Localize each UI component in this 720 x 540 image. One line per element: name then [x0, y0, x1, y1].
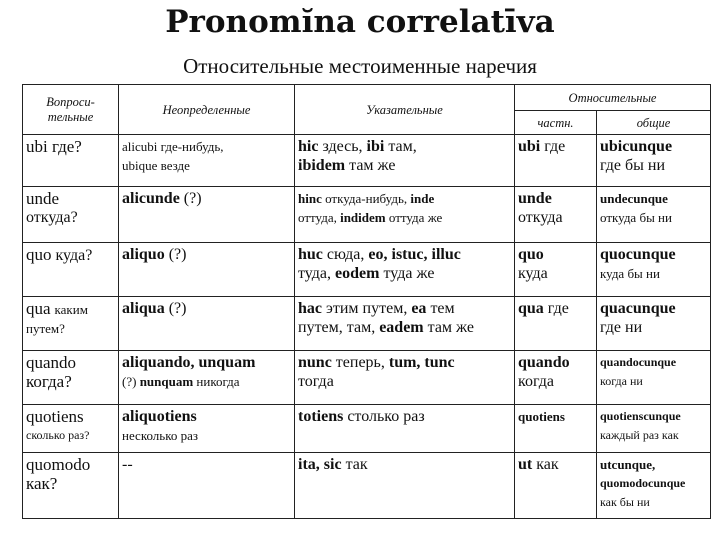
header-relative-particular: частн. — [515, 111, 597, 135]
page-subtitle: Относительные местоименные наречия — [183, 54, 537, 78]
cell-relative-general: undecunque откуда бы ни — [597, 187, 711, 243]
cell-relative-particular: ubi где — [515, 135, 597, 187]
header-interrogative: Вопроси- тельные — [23, 85, 119, 135]
cell-question: ubi где? — [23, 135, 119, 187]
cell-question: quo куда? — [23, 243, 119, 297]
table-row — [23, 135, 711, 187]
table-row — [23, 405, 711, 453]
table-row — [23, 453, 711, 519]
cell-relative-particular: quo куда — [515, 243, 597, 297]
cell-relative-general: quandocunque когда ни — [597, 351, 711, 405]
cell-relative-general: ubicunque где бы ни — [597, 135, 711, 187]
cell-indefinite: aliquando, unquam (?) nunquam никогда — [119, 351, 295, 405]
cell-demonstrative: totiens столько раз — [295, 405, 515, 453]
cell-demonstrative: huc сюда, eo, istuc, illuc туда, eodem туда же — [295, 243, 515, 297]
cell-demonstrative: nunc теперь, tum, tunc тогда — [295, 351, 515, 405]
cell-indefinite: aliquo (?) — [119, 243, 295, 297]
cell-indefinite: aliqua (?) — [119, 297, 295, 351]
header-relative: Относительные — [515, 85, 711, 111]
cell-indefinite: alicubi где-нибудь, ubique везде — [119, 135, 295, 187]
cell-relative-general: quacunque где ни — [597, 297, 711, 351]
cell-question: quomodo как? — [23, 453, 119, 519]
cell-demonstrative: hac этим путем, ea тем путем, там, eadem там же — [295, 297, 515, 351]
table-row — [23, 243, 711, 297]
cell-question: quando когда? — [23, 351, 119, 405]
table-row — [23, 351, 711, 405]
cell-relative-particular: quando когда — [515, 351, 597, 405]
cell-question: quotiens сколько раз? — [23, 405, 119, 453]
cell-indefinite: aliquotiens несколько раз — [119, 405, 295, 453]
table-row — [23, 187, 711, 243]
page-title: Pronomĭna correlatīva — [165, 4, 555, 40]
cell-demonstrative: ita, sic так — [295, 453, 515, 519]
cell-indefinite: alicunde (?) — [119, 187, 295, 243]
cell-relative-general: quocunque куда бы ни — [597, 243, 711, 297]
cell-demonstrative: hinc откуда-нибудь, inde оттуда, indidem оттуда же — [295, 187, 515, 243]
cell-relative-particular: ut как — [515, 453, 597, 519]
header-demonstrative: Указательные — [295, 85, 515, 135]
cell-relative-general: utcunque, quomodocunque как бы ни — [597, 453, 711, 519]
cell-relative-particular: unde откуда — [515, 187, 597, 243]
cell-relative-particular: qua где — [515, 297, 597, 351]
cell-indefinite: -- — [119, 453, 295, 519]
header-indefinite: Неопределенные — [119, 85, 295, 135]
cell-question: unde откуда? — [23, 187, 119, 243]
table-row — [23, 297, 711, 351]
cell-relative-general: quotienscunque каждый раз как — [597, 405, 711, 453]
correlative-table — [22, 84, 711, 519]
header-relative-general: общие — [597, 111, 711, 135]
cell-demonstrative: hic здесь, ibi там, ibidem там же — [295, 135, 515, 187]
cell-question: qua каким путем? — [23, 297, 119, 351]
cell-relative-particular: quotiens — [515, 405, 597, 453]
